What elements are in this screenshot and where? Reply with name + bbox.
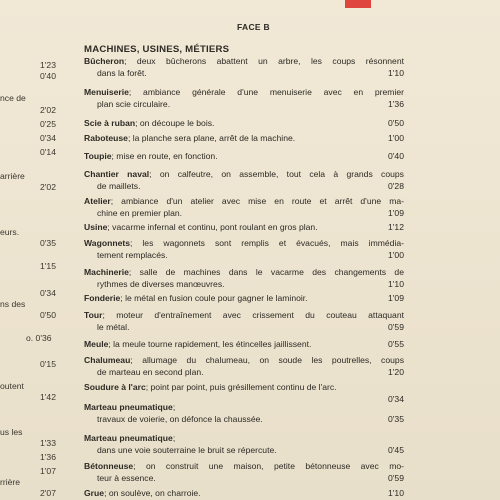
track-description-cont: de marteau en second plan.: [97, 366, 204, 377]
left-fragment: 1'15: [40, 261, 56, 271]
track-entry: [84, 151, 404, 163]
track-name: Fonderie: [84, 293, 121, 303]
track-duration: 0'35: [388, 413, 404, 424]
left-fragment: 2'02: [40, 182, 56, 192]
track-duration: 0'45: [388, 444, 404, 455]
track-description: ; on découpe le bois.: [135, 118, 215, 128]
track-name: Machinerie: [84, 267, 129, 277]
track-name: Meule: [84, 339, 109, 349]
track-duration: 1'10: [388, 488, 404, 498]
track-description: ; les wagonnets sont remplis et évacués, mais immédia-: [130, 238, 404, 248]
left-fragment: 0'35: [40, 238, 56, 248]
track-name: Marteau pneumatique: [84, 402, 173, 412]
track-description: ; allumage du chalumeau, on soude les poutrelles, coups: [130, 355, 404, 365]
track-description: ; la planche sera plane, arrêt de la machine.: [127, 133, 296, 143]
track-duration: 1'36: [388, 98, 404, 109]
track-entry: [84, 355, 404, 378]
track-name: Soudure à l'arc: [84, 382, 146, 392]
track-name: Grue: [84, 488, 105, 498]
track-duration: 1'10: [388, 67, 404, 78]
track-description: ; ambiance d'un atelier avec mise en route et arrêt d'une ma-: [110, 196, 404, 206]
track-entry: [84, 488, 404, 500]
left-fragment: 1'23: [40, 60, 56, 70]
track-name: Usine: [84, 222, 108, 232]
track-duration: 0'34: [388, 393, 404, 404]
track-description: ; on calfeutre, on assemble, tout cela à grands coups: [149, 169, 404, 179]
track-entry: [84, 222, 404, 234]
track-description: ; mise en route, en fonction.: [111, 151, 218, 161]
track-description-cont: rythmes de diverses manœuvres.: [97, 278, 225, 289]
track-entry: [84, 133, 404, 145]
track-description-cont: chine en premier plan.: [97, 207, 183, 218]
section-title: MACHINES, USINES, MÉTIERS: [84, 44, 230, 55]
track-duration: 1'00: [388, 133, 404, 143]
track-duration: 0'55: [388, 339, 404, 349]
track-entry: [84, 402, 404, 425]
track-duration: 0'59: [388, 472, 404, 483]
track-entry: [84, 169, 404, 192]
track-description: ; moteur d'entraînement avec crissement du couteau attaquant: [102, 310, 404, 320]
track-description: ; salle de machines dans le vacarme des changements de: [128, 267, 404, 277]
track-name: Scie à ruban: [84, 118, 136, 128]
left-fragment: 2'02: [40, 105, 56, 115]
track-duration: 1'00: [388, 249, 404, 260]
track-duration: 1'10: [388, 278, 404, 289]
track-entry: [84, 310, 404, 333]
track-description-cont: dans la forêt.: [97, 67, 147, 78]
track-entry: [84, 267, 404, 290]
track-duration: 0'50: [388, 118, 404, 128]
track-name: Bûcheron: [84, 56, 125, 66]
left-fragment: eurs.: [0, 227, 20, 237]
track-description-cont: de maillets.: [97, 180, 141, 191]
track-name: Atelier: [84, 196, 111, 206]
track-name: Toupie: [84, 151, 112, 161]
left-fragment: 0'15: [40, 359, 56, 369]
track-name: Wagonnets: [84, 238, 130, 248]
red-tab: [345, 0, 371, 8]
left-fragment: rrière: [0, 477, 21, 487]
track-entry: [84, 118, 404, 130]
track-description: ;: [172, 433, 176, 443]
track-description-cont: plan scie circulaire.: [97, 98, 171, 109]
track-description: ; on construit une maison, petite bétonneuse avec mo-: [133, 461, 404, 471]
left-fragment: 1'07: [40, 466, 56, 476]
track-entry: [84, 461, 404, 484]
track-entry: [84, 339, 404, 351]
left-fragment: o. 0'36: [26, 333, 52, 343]
track-duration: 1'12: [388, 222, 404, 232]
track-name: Marteau pneumatique: [84, 433, 173, 443]
track-name: Raboteuse: [84, 133, 128, 143]
track-description-cont: tement remplacés.: [97, 249, 168, 260]
track-name: Chalumeau: [84, 355, 131, 365]
track-entry: [84, 433, 404, 456]
track-description: ; ambiance générale d'une menuiserie avec en premier: [128, 87, 404, 97]
left-fragment: us les: [0, 427, 23, 437]
left-fragment: 1'42: [40, 392, 56, 402]
track-duration: 1'09: [388, 293, 404, 303]
track-description: ; on soulève, on charroie.: [104, 488, 201, 498]
track-description: ;: [172, 402, 176, 412]
left-fragment: 2'07: [40, 488, 56, 498]
track-duration: 1'20: [388, 366, 404, 377]
left-fragment: 0'34: [40, 133, 56, 143]
left-fragment: nce de: [0, 93, 26, 103]
track-description: ; point par point, puis grésillement continu de l'arc.: [145, 382, 337, 392]
left-fragment: outent: [0, 381, 24, 391]
track-name: Chantier naval: [84, 169, 150, 179]
track-entry: [84, 56, 404, 79]
track-description-cont: dans une voie souterraine le bruit se répercute.: [97, 444, 277, 455]
track-entry: [84, 293, 404, 305]
track-duration: 0'28: [388, 180, 404, 191]
left-fragment: 0'50: [40, 310, 56, 320]
left-fragment: 0'14: [40, 147, 56, 157]
left-fragment: 0'25: [40, 119, 56, 129]
track-entry: [84, 87, 404, 110]
left-fragment: 0'34: [40, 288, 56, 298]
track-name: Bétonneuse: [84, 461, 134, 471]
track-entry: [84, 196, 404, 219]
track-name: Menuiserie: [84, 87, 129, 97]
face-header: FACE B: [237, 22, 270, 32]
track-description: ; deux bûcherons abattent un arbre, les coups résonnent: [124, 56, 404, 66]
track-duration: 0'59: [388, 321, 404, 332]
track-name: Tour: [84, 310, 103, 320]
left-fragment: arrière: [0, 171, 25, 181]
track-description: ; le métal en fusion coule pour gagner le laminoir.: [120, 293, 308, 303]
track-duration: 1'09: [388, 207, 404, 218]
left-fragment: 1'36: [40, 452, 56, 462]
track-duration: 0'40: [388, 151, 404, 161]
track-description-cont: teur à essence.: [97, 472, 156, 483]
track-entry: [84, 238, 404, 261]
track-description: ; la meule tourne rapidement, les étincelles jaillissent.: [108, 339, 312, 349]
left-fragment: ns des: [0, 299, 26, 309]
track-description: ; vacarme infernal et continu, pont roulant en gros plan.: [107, 222, 318, 232]
track-description-cont: travaux de voierie, on défonce la chaussée.: [97, 413, 263, 424]
track-description-cont: le métal.: [97, 321, 130, 332]
left-fragment: 0'40: [40, 71, 56, 81]
left-fragment: 1'33: [40, 438, 56, 448]
